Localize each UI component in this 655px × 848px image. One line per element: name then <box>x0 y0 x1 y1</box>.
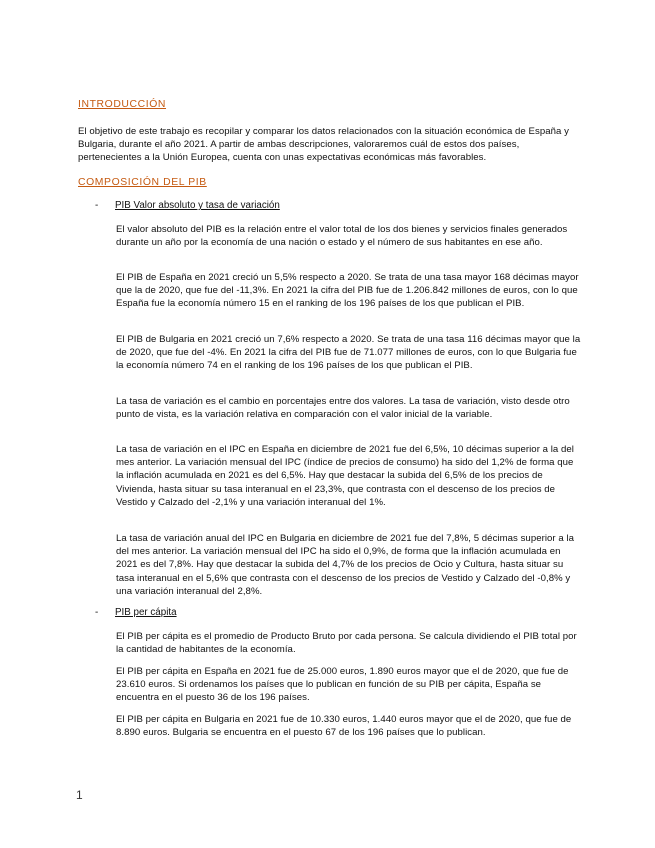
intro-paragraph: El objetivo de este trabajo es recopilar y comparar los datos relacionados con la situación económica de España y Bulgaria, durante el año 2021. A partir de ambas descripciones, valoraremos cuál de estos dos países, pertenecientes a la Unión Europea, cuenta con unas expectativas económicas más favorables. <box>78 126 569 164</box>
subheading-valor-absoluto: PIB Valor absoluto y tasa de variación <box>115 200 280 211</box>
page-number: 1 <box>76 788 83 802</box>
paragraph-valor-absoluto-def: El valor absoluto del PIB es la relación entre el valor total de los dos bienes y servicios finales generados durante un año por la economía de una nación o estado y el número de sus habitantes en ese año. <box>116 224 568 249</box>
heading-introduccion: INTRODUCCIÓN <box>78 99 167 110</box>
heading-composicion-pib: COMPOSICIÓN DEL PIB <box>78 177 207 188</box>
bullet-item-pib-per-capita <box>95 607 177 618</box>
paragraph-ipc-espana: La tasa de variación en el IPC en España en diciembre de 2021 fue del 6,5%, 10 décimas superior a la del mes anterior. La variación mensual del IPC (índice de precios de consumo) ha sido del 1,2% de forma que la inflación acumulada en 2021 es del 6,5%. Hay que destacar la subida del 6,5% de los precios de Vivienda, hasta situar su tasa interanual en el 23,3%, que contrasta con el descenso de los precios de Vestido y Calzado del -2,1% y una variación interanual del 1%. <box>116 444 574 508</box>
bullet-dash: - <box>95 200 99 211</box>
paragraph-pib-espana: El PIB de España en 2021 creció un 5,5% respecto a 2020. Se trata de una tasa mayor 168 décimas mayor que la de 2020, que fue del -11,3%. En 2021 la cifra del PIB fue de 1.206.842 millones de euros, con lo que España fue la economía número 15 en el ranking de los 196 países de los que publican el PIB. <box>116 272 579 310</box>
paragraph-per-capita-espana: El PIB per cápita en España en 2021 fue de 25.000 euros, 1.890 euros mayor que el de 2020, que fue de 23.610 euros. Si ordenamos los países que lo publican en función de su PIB per cápita, España se encuentra en el puesto 36 de los 196 países. <box>116 666 569 704</box>
paragraph-ipc-bulgaria: La tasa de variación anual del IPC en Bulgaria en diciembre de 2021 fue del 7,8%, 5 décimas superior a la del mes anterior. La variación mensual del IPC ha sido el 0,9%, de forma que la inflación acumulada en 2021 es del 7,8%. Hay que destacar la subida del 4,7% de los precios de Ocio y Cultura, hasta situar su tasa interanual en el 5,6% que contrasta con el descenso de los precios de Vestido y Calzado del -0,8% y una variación interanual del 2,8%. <box>116 533 575 597</box>
paragraph-tasa-variacion-def: La tasa de variación es el cambio en porcentajes entre dos valores. La tasa de variación, visto desde otro punto de vista, es la variación relativa en comparación con el valor inicial de la variable. <box>116 396 570 421</box>
paragraph-per-capita-bulgaria: El PIB per cápita en Bulgaria en 2021 fue de 10.330 euros, 1.440 euros mayor que el de 2020, que fue de 8.890 euros. Bulgaria se encuentra en el puesto 67 de los 196 países que lo publican. <box>116 714 572 739</box>
bullet-item-valor-absoluto <box>95 200 280 211</box>
bullet-dash: - <box>95 607 99 618</box>
paragraph-pib-bulgaria: El PIB de Bulgaria en 2021 creció un 7,6% respecto a 2020. Se trata de una tasa 116 décimas mayor que la de 2020, que fue del -4%. En 2021 la cifra del PIB fue de 71.077 millones de euros, con lo que Bulgaria fue la economía número 74 en el ranking de los 196 países de los que publican el PIB. <box>116 334 581 372</box>
paragraph-per-capita-def: El PIB per cápita es el promedio de Producto Bruto por cada persona. Se calcula dividiendo el PIB total por la cantidad de habitantes de la economía. <box>116 631 577 656</box>
subheading-pib-per-capita: PIB per cápita <box>115 607 177 618</box>
